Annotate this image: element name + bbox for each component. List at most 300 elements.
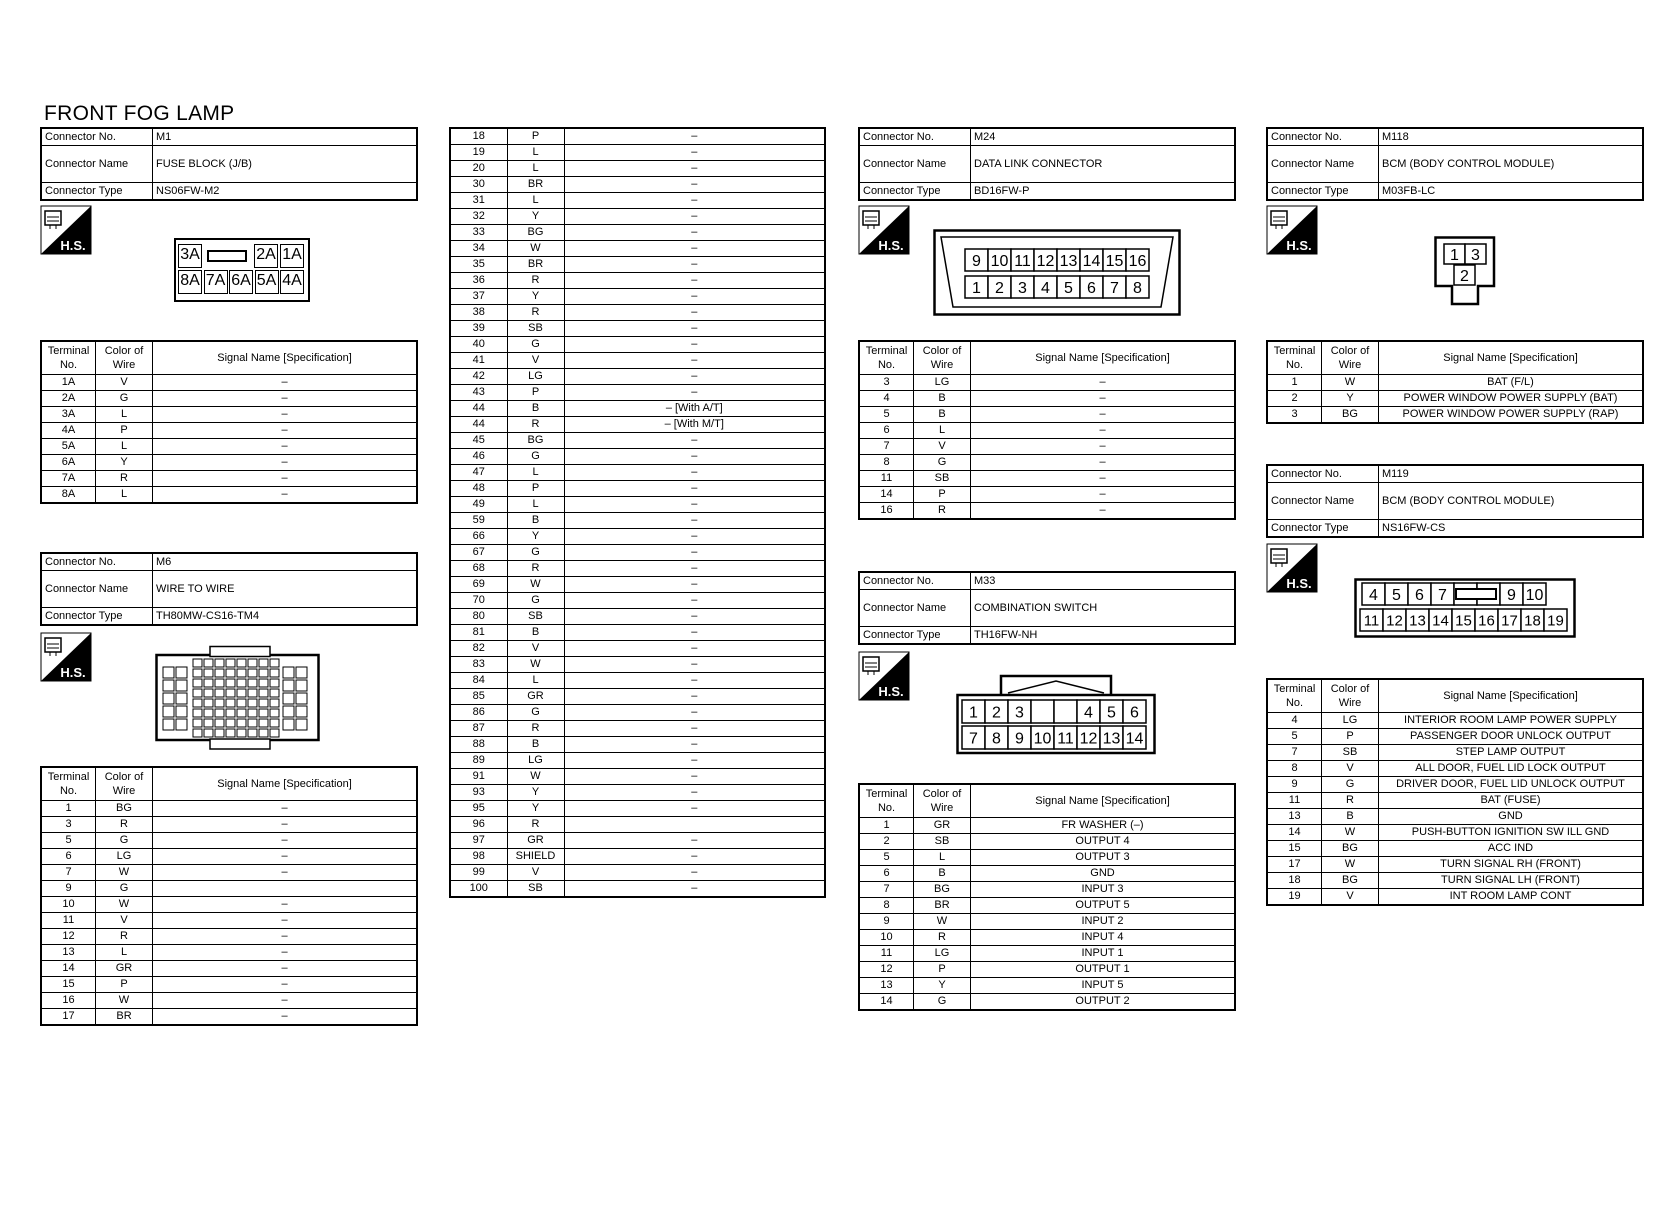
wire-color: LG <box>507 753 564 769</box>
pin-label: 15 <box>1105 252 1124 270</box>
pin-label: 6 <box>1087 279 1096 297</box>
signal-name: – <box>564 625 825 641</box>
table-row <box>41 881 417 897</box>
table-row <box>450 369 825 385</box>
terminal-no: 36 <box>450 273 507 289</box>
svg-text:H.S.: H.S. <box>878 684 904 699</box>
table-row <box>450 161 825 177</box>
terminal-no: 9 <box>1267 777 1322 793</box>
signal-name: – <box>564 128 825 145</box>
wire-color: W <box>1322 857 1379 873</box>
wire-color: Y <box>507 529 564 545</box>
wire-color: V <box>96 375 153 391</box>
table-row <box>41 929 417 945</box>
terminal-no: 13 <box>1267 809 1322 825</box>
signal-name: – <box>971 487 1236 503</box>
connector-pin <box>248 679 257 687</box>
m1-type: NS06FW-M2 <box>153 183 418 201</box>
m24-type: BD16FW-P <box>971 183 1236 201</box>
terminal-no: 43 <box>450 385 507 401</box>
m119-number: M119 <box>1379 465 1644 483</box>
terminal-no: 10 <box>859 930 914 946</box>
m118-number: M118 <box>1379 128 1644 146</box>
connector-pin <box>176 693 187 704</box>
signal-name: – <box>153 1009 418 1026</box>
terminal-no: 6A <box>41 455 96 471</box>
terminal-no: 1A <box>41 375 96 391</box>
connector-pin <box>204 689 213 697</box>
signal-name: – <box>564 833 825 849</box>
terminal-no: 30 <box>450 177 507 193</box>
wire-color: R <box>914 503 971 520</box>
signal-name: – <box>971 503 1236 520</box>
table-row <box>450 465 825 481</box>
signal-name: – <box>564 353 825 369</box>
signal-name: – <box>153 833 418 849</box>
table-row <box>41 865 417 881</box>
m118-name: BCM (BODY CONTROL MODULE) <box>1379 146 1644 183</box>
wire-color: SB <box>507 881 564 898</box>
terminal-no: 4 <box>859 391 914 407</box>
connector-pin <box>226 709 235 717</box>
table-row <box>1267 391 1643 407</box>
terminal-no: 81 <box>450 625 507 641</box>
table-row <box>450 801 825 817</box>
signal-name: – <box>564 769 825 785</box>
signal-name: – <box>971 375 1236 391</box>
terminal-no: 98 <box>450 849 507 865</box>
table-row <box>450 833 825 849</box>
wire-color: V <box>1322 761 1379 777</box>
terminal-no: 7 <box>1267 745 1322 761</box>
wire-color: BG <box>507 225 564 241</box>
svg-text:H.S.: H.S. <box>60 665 86 680</box>
m1-connector-face <box>174 238 310 302</box>
connector-latch <box>1456 589 1496 599</box>
table-row <box>1267 777 1643 793</box>
wire-color: G <box>507 337 564 353</box>
wire-color: G <box>1322 777 1379 793</box>
connector-pin <box>204 669 213 677</box>
table-row <box>859 978 1235 994</box>
connector-pin <box>215 669 224 677</box>
wire-color: BR <box>96 1009 153 1026</box>
connector-pin <box>283 693 294 704</box>
wire-color: Y <box>507 785 564 801</box>
wire-color: GR <box>507 689 564 705</box>
table-row <box>859 962 1235 978</box>
connector-pin <box>259 699 268 707</box>
signal-name: – <box>564 177 825 193</box>
terminal-no: 86 <box>450 705 507 721</box>
connector-pin <box>176 680 187 691</box>
pin-label: 9 <box>1015 730 1024 748</box>
wire-color: Y <box>914 978 971 994</box>
wire-color: G <box>96 881 153 897</box>
wire-color: L <box>914 423 971 439</box>
terminal-no: 100 <box>450 881 507 898</box>
signal-name: – <box>153 849 418 865</box>
table-row <box>450 753 825 769</box>
table-row <box>450 209 825 225</box>
signal-name: – <box>153 897 418 913</box>
terminal-no: 68 <box>450 561 507 577</box>
signal-name: GND <box>971 866 1236 882</box>
pin-label: 5 <box>1064 279 1073 297</box>
table-row <box>450 817 825 833</box>
signal-name: – <box>564 433 825 449</box>
connector-pin <box>163 693 174 704</box>
terminal-no: 3A <box>41 407 96 423</box>
table-row <box>450 401 825 417</box>
pin-label: 14 <box>1432 612 1449 630</box>
connector-pin: 7A <box>204 270 228 294</box>
table-row <box>450 881 825 898</box>
connector-pin <box>237 689 246 697</box>
wire-color: G <box>96 833 153 849</box>
signal-name: – <box>564 257 825 273</box>
table-row <box>450 225 825 241</box>
signal-name: – <box>564 273 825 289</box>
signal-name: – <box>971 423 1236 439</box>
wire-color: BR <box>507 177 564 193</box>
wire-color: P <box>507 481 564 497</box>
pin-label: 4 <box>1369 586 1378 604</box>
connector-pin <box>270 709 279 717</box>
pin-label: 11 <box>1363 612 1380 630</box>
pin-label: 3 <box>1018 279 1027 297</box>
terminal-no: 14 <box>41 961 96 977</box>
signal-name: – [With A/T] <box>564 401 825 417</box>
signal-name: – <box>153 471 418 487</box>
signal-name: POWER WINDOW POWER SUPPLY (RAP) <box>1379 407 1644 424</box>
pin-label: 1 <box>1450 246 1459 264</box>
wire-color: G <box>914 455 971 471</box>
terminal-no: 10 <box>41 897 96 913</box>
wire-color: G <box>507 545 564 561</box>
connector-pin <box>248 709 257 717</box>
wire-color: W <box>96 897 153 913</box>
pin-label: 6 <box>1415 586 1424 604</box>
signal-name: – <box>153 913 418 929</box>
signal-name: – <box>564 881 825 898</box>
connector-pin <box>296 680 307 691</box>
connector-pin <box>204 659 213 667</box>
wire-color: P <box>507 385 564 401</box>
terminal-no: 38 <box>450 305 507 321</box>
wire-color: BG <box>1322 841 1379 857</box>
pin-label: 15 <box>1455 612 1472 630</box>
signal-name: – <box>564 849 825 865</box>
table-row <box>450 593 825 609</box>
wire-color: L <box>507 193 564 209</box>
pin-label: 3 <box>1471 246 1480 264</box>
signal-name: – <box>564 561 825 577</box>
pin-label: 6 <box>1130 704 1139 722</box>
signal-name: BAT (FUSE) <box>1379 793 1644 809</box>
signal-name: – <box>564 705 825 721</box>
signal-name: – <box>564 385 825 401</box>
signal-name: PASSENGER DOOR UNLOCK OUTPUT <box>1379 729 1644 745</box>
signal-name: – <box>564 737 825 753</box>
wire-color: GR <box>914 818 971 834</box>
wire-color: P <box>1322 729 1379 745</box>
table-row <box>859 375 1235 391</box>
wire-color: Y <box>507 209 564 225</box>
connector-pin <box>193 719 202 727</box>
table-row <box>450 689 825 705</box>
m118-terminal-table: Terminal No. Color of Wire Signal Name [Specification] 1 W BAT (F/L) 2 Y POWER WINDOW POWER SUPPLY (BAT) 3 BG POWER WINDOW POWER SUPPLY (RAP) <box>1266 340 1644 424</box>
wire-color: LG <box>914 375 971 391</box>
pin-label: 5 <box>1107 704 1116 722</box>
m24-terminal-table: Terminal No. Color of Wire Signal Name [Specification] 3 LG – 4 B – 5 B – 6 L – 7 V – 8 G – 11 SB – 14 P – 16 R – <box>858 340 1236 520</box>
connector-pin <box>283 680 294 691</box>
signal-name: – <box>564 721 825 737</box>
wire-color: LG <box>507 369 564 385</box>
wire-color: B <box>507 513 564 529</box>
terminal-no: 16 <box>859 503 914 520</box>
terminal-no: 1 <box>1267 375 1322 391</box>
pin-label: 2 <box>995 279 1004 297</box>
signal-name: FR WASHER (–) <box>971 818 1236 834</box>
signal-name: – <box>564 753 825 769</box>
terminal-no: 8 <box>859 898 914 914</box>
signal-name: – <box>564 449 825 465</box>
m33-connector-face <box>956 673 1156 755</box>
connector-m33-header: Connector No. M33 Connector Name COMBINATION SWITCH Connector Type TH16FW-NH <box>858 571 1236 645</box>
signal-name: – <box>564 321 825 337</box>
table-row <box>450 785 825 801</box>
terminal-no: 49 <box>450 497 507 513</box>
wire-color: BG <box>914 882 971 898</box>
pin-label: 2 <box>992 704 1001 722</box>
connector-pin: 5A <box>255 270 279 294</box>
signal-name: TURN SIGNAL RH (FRONT) <box>1379 857 1644 873</box>
signal-name: – <box>153 407 418 423</box>
signal-name: – <box>564 513 825 529</box>
table-row <box>41 375 417 391</box>
connector-pin <box>248 689 257 697</box>
terminal-no: 70 <box>450 593 507 609</box>
connector-pin <box>259 679 268 687</box>
connector-pin <box>296 706 307 717</box>
connector-pin <box>215 659 224 667</box>
pin-label: 9 <box>1507 586 1516 604</box>
terminal-no: 34 <box>450 241 507 257</box>
table-row <box>450 657 825 673</box>
signal-name: – <box>564 481 825 497</box>
pin-label: 13 <box>1102 730 1121 748</box>
connector-pin <box>193 659 202 667</box>
connector-pin <box>237 659 246 667</box>
pin-label: 7 <box>969 730 978 748</box>
connector-pin <box>248 659 257 667</box>
wire-color: R <box>507 721 564 737</box>
table-row <box>41 977 417 993</box>
signal-name: – <box>564 609 825 625</box>
connector-pin <box>163 706 174 717</box>
terminal-no: 93 <box>450 785 507 801</box>
m6-name: WIRE TO WIRE <box>153 571 418 608</box>
wire-color: W <box>96 865 153 881</box>
m24-name: DATA LINK CONNECTOR <box>971 146 1236 183</box>
table-row <box>859 439 1235 455</box>
wire-color: R <box>507 817 564 833</box>
m6-terminal-table-continued <box>449 127 826 898</box>
table-row <box>41 423 417 439</box>
signal-name: – <box>153 977 418 993</box>
pin-label: 10 <box>1033 730 1052 748</box>
m119-type: NS16FW-CS <box>1379 520 1644 538</box>
table-row <box>450 289 825 305</box>
table-row <box>859 423 1235 439</box>
wire-color: LG <box>914 946 971 962</box>
m6-number: M6 <box>153 553 418 571</box>
signal-name: – <box>153 391 418 407</box>
table-row <box>41 817 417 833</box>
wire-color: W <box>507 241 564 257</box>
signal-name: – <box>564 337 825 353</box>
pin-label: 11 <box>1014 252 1031 270</box>
signal-name: INPUT 2 <box>971 914 1236 930</box>
connector-pin <box>259 689 268 697</box>
signal-name: OUTPUT 4 <box>971 834 1236 850</box>
connector-pin <box>204 699 213 707</box>
signal-name: – <box>153 801 418 817</box>
wire-color: R <box>96 471 153 487</box>
signal-name: – <box>153 375 418 391</box>
wire-color: W <box>914 914 971 930</box>
m6-terminal-table: Terminal No. Color of Wire Signal Name [Specification] 1 BG – 3 R – 5 G – 6 LG – 7 W – 9 G 10 W – 11 V – 12 R – 13 L – 14 GR – 15 P – 16 W – 17 BR – <box>40 766 418 1026</box>
table-row <box>1267 841 1643 857</box>
signal-name: PUSH-BUTTON IGNITION SW ILL GND <box>1379 825 1644 841</box>
connector-pin <box>226 679 235 687</box>
signal-name: – <box>153 929 418 945</box>
m119-name: BCM (BODY CONTROL MODULE) <box>1379 483 1644 520</box>
wire-color: L <box>507 497 564 513</box>
terminal-no: 3 <box>41 817 96 833</box>
terminal-no: 18 <box>1267 873 1322 889</box>
wire-color: SB <box>1322 745 1379 761</box>
connector-pin <box>176 706 187 717</box>
terminal-no: 19 <box>1267 889 1322 906</box>
table-row <box>41 455 417 471</box>
signal-name: – <box>153 487 418 504</box>
table-row <box>859 503 1235 520</box>
terminal-no: 44 <box>450 417 507 433</box>
table-row <box>450 769 825 785</box>
table-row <box>450 577 825 593</box>
connector-pin <box>215 699 224 707</box>
terminal-no: 84 <box>450 673 507 689</box>
m1-terminal-table: Terminal No. Color of Wire Signal Name [Specification] 1A V – 2A G – 3A L – 4A P – 5A L – 6A Y – 7A R – 8A L – <box>40 340 418 504</box>
table-row <box>450 497 825 513</box>
wire-color: R <box>914 930 971 946</box>
terminal-no: 32 <box>450 209 507 225</box>
pin-label: 10 <box>1525 586 1544 604</box>
wire-color: W <box>507 577 564 593</box>
wire-color: BR <box>507 257 564 273</box>
terminal-no: 91 <box>450 769 507 785</box>
connector-pin <box>215 719 224 727</box>
signal-name: – <box>564 785 825 801</box>
terminal-no: 2 <box>859 834 914 850</box>
table-row <box>450 513 825 529</box>
table-row <box>450 625 825 641</box>
hs-icon <box>858 651 910 701</box>
svg-text:H.S.: H.S. <box>60 238 86 253</box>
table-row <box>1267 713 1643 729</box>
connector-pin: 1A <box>280 244 304 268</box>
wire-color: G <box>914 994 971 1011</box>
wire-color: R <box>507 417 564 433</box>
wire-color: W <box>96 993 153 1009</box>
signal-name: POWER WINDOW POWER SUPPLY (BAT) <box>1379 391 1644 407</box>
table-row <box>450 321 825 337</box>
wire-color: LG <box>96 849 153 865</box>
connector-pin <box>215 709 224 717</box>
terminal-no: 59 <box>450 513 507 529</box>
wire-color: V <box>914 439 971 455</box>
wire-color: SB <box>914 471 971 487</box>
pin-label: 13 <box>1409 612 1426 630</box>
signal-name: – <box>564 225 825 241</box>
terminal-no: 20 <box>450 161 507 177</box>
terminal-no: 13 <box>41 945 96 961</box>
wire-color: R <box>96 817 153 833</box>
terminal-no: 96 <box>450 817 507 833</box>
wire-color: BG <box>96 801 153 817</box>
terminal-no: 11 <box>41 913 96 929</box>
wire-color: Y <box>507 801 564 817</box>
table-row <box>450 721 825 737</box>
connector-pin <box>176 719 187 730</box>
terminal-no: 45 <box>450 433 507 449</box>
wire-color: GR <box>507 833 564 849</box>
table-row <box>450 193 825 209</box>
terminal-no: 11 <box>859 946 914 962</box>
table-row <box>1267 889 1643 906</box>
wire-color: B <box>507 737 564 753</box>
terminal-no: 2 <box>1267 391 1322 407</box>
m33-number: M33 <box>971 572 1236 590</box>
signal-name: OUTPUT 3 <box>971 850 1236 866</box>
signal-name: GND <box>1379 809 1644 825</box>
wire-color: B <box>1322 809 1379 825</box>
connector-latch <box>207 250 247 262</box>
connector-pin <box>270 679 279 687</box>
m33-type: TH16FW-NH <box>971 627 1236 645</box>
connector-pin <box>193 669 202 677</box>
wire-color: Y <box>507 289 564 305</box>
connector-pin <box>270 729 279 737</box>
pin-label: 18 <box>1524 612 1541 630</box>
signal-name: – <box>564 689 825 705</box>
wire-color: R <box>1322 793 1379 809</box>
pin-label: 5 <box>1392 586 1401 604</box>
signal-name: – <box>971 471 1236 487</box>
table-row <box>450 449 825 465</box>
terminal-no: 67 <box>450 545 507 561</box>
table-row <box>859 994 1235 1011</box>
table-row <box>859 471 1235 487</box>
table-row <box>1267 825 1643 841</box>
signal-name: – <box>564 305 825 321</box>
table-row <box>450 673 825 689</box>
terminal-no: 5 <box>1267 729 1322 745</box>
table-row <box>41 407 417 423</box>
connector-pin <box>163 719 174 730</box>
